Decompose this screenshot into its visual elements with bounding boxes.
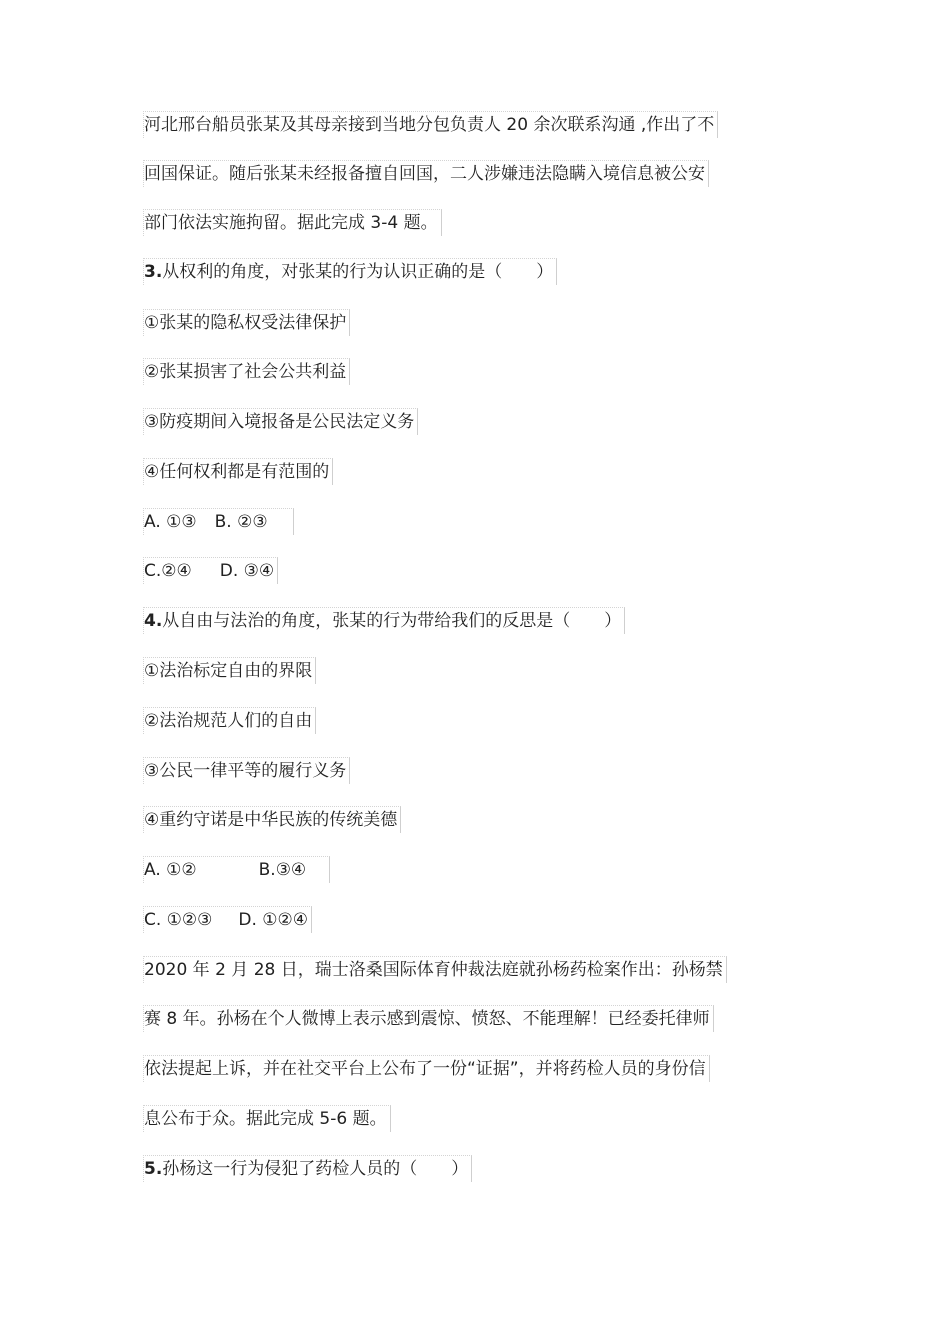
question-4-stem: 从自由与法治的角度，张某的行为带给我们的反思是（ ） (162, 611, 622, 631)
question-3-options-ab (143, 508, 294, 535)
question-4-item-1: ①法治标定自由的界限 (143, 657, 316, 684)
question-3-item-3: ③防疫期间入境报备是公民法定义务 (143, 408, 418, 435)
question-3-option-b: B. ②③ (214, 512, 268, 532)
question-4-item-2: ②法治规范人们的自由 (143, 707, 316, 734)
passage-2-line-3: 依法提起上诉，并在社交平台上公布了一份“证据”，并将药检人员的身份信 (143, 1055, 710, 1082)
question-4-stem-line (143, 607, 625, 634)
question-4-item-3: ③公民一律平等的履行义务 (143, 757, 350, 784)
passage-1-line-1: 河北邢台船员张某及其母亲接到当地分包负责人 20 余次联系沟通 ,作出了不 (143, 111, 718, 138)
question-3-option-d: D. ③④ (219, 561, 275, 581)
question-4-number: 4. (144, 611, 163, 631)
question-3-stem: 从权利的角度，对张某的行为认识正确的是（ ） (162, 262, 554, 282)
question-3-options-cd (143, 557, 278, 584)
question-4-item-4: ④重约守诺是中华民族的传统美德 (143, 806, 401, 833)
passage-1-line-3: 部门依法实施拘留。据此完成 3-4 题。 (143, 209, 442, 236)
question-3-item-4: ④任何权利都是有范围的 (143, 458, 333, 485)
question-4-options-cd (143, 906, 312, 933)
question-3-option-c: C.②④ (144, 561, 192, 581)
question-4-options-ab (143, 856, 330, 883)
question-4-option-c: C. ①②③ (144, 910, 213, 930)
passage-2-line-4: 息公布于众。据此完成 5-6 题。 (143, 1105, 391, 1132)
question-4-option-b: B.③④ (258, 860, 307, 880)
passage-1-line-2: 回国保证。随后张某未经报备擅自回国，二人涉嫌违法隐瞒入境信息被公安 (143, 160, 709, 187)
question-3-stem-line (143, 258, 557, 285)
question-3-item-2: ②张某损害了社会公共利益 (143, 358, 350, 385)
passage-2-line-2: 赛 8 年。孙杨在个人微博上表示感到震惊、愤怒、不能理解！已经委托律师 (143, 1005, 714, 1032)
question-3-item-1: ①张某的隐私权受法律保护 (143, 309, 350, 336)
passage-2-line-1: 2020 年 2 月 28 日，瑞士洛桑国际体育仲裁法庭就孙杨药检案作出：孙杨禁 (143, 956, 727, 983)
question-3-option-a: A. ①③ (144, 512, 197, 532)
question-5-number: 5. (144, 1159, 163, 1179)
question-4-option-d: D. ①②④ (238, 910, 309, 930)
question-3-number: 3. (144, 262, 163, 282)
question-4-option-a: A. ①② (144, 860, 197, 880)
question-5-stem: 孙杨这一行为侵犯了药检人员的（ ） (162, 1159, 469, 1179)
question-5-stem-line (143, 1155, 472, 1182)
